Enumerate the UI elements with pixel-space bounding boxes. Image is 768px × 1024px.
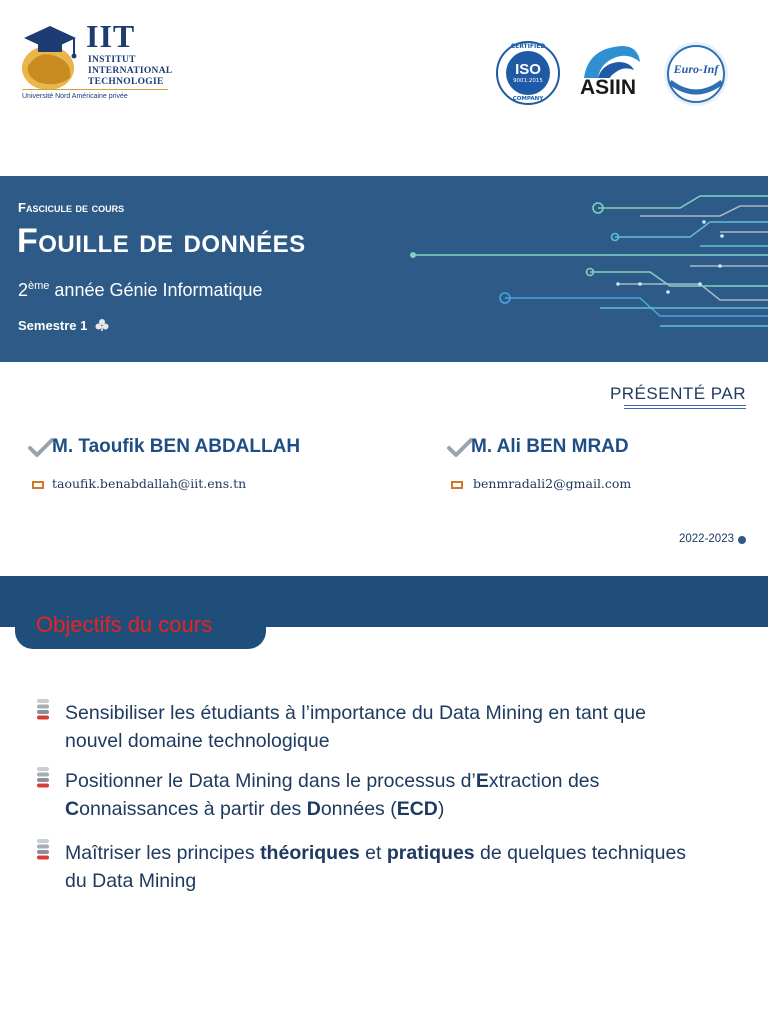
objective-fragment: Positionner le Data Mining dans le processus d’	[65, 770, 476, 792]
stack-bullet-icon	[36, 698, 50, 722]
objective-fragment: onnaissances à partir des	[79, 798, 307, 820]
course-type-label: Fascicule de cours	[18, 200, 125, 215]
presented-by-underline	[624, 405, 746, 406]
course-semester: Semestre 1	[18, 318, 109, 333]
stack-bullet-icon	[36, 766, 50, 790]
objectives-title: Objectifs du cours	[36, 612, 213, 637]
objective-text	[65, 839, 705, 895]
club-icon	[95, 318, 109, 332]
author-2-email[interactable]: benmradali2@gmail.com	[473, 476, 632, 491]
certification-logos	[494, 40, 744, 108]
iit-line2: INTERNATIONAL	[88, 66, 173, 76]
dot-icon	[738, 536, 746, 544]
objective-bold-fragment: C	[65, 798, 80, 820]
presented-by-heading: PRÉSENTÉ PAR	[609, 384, 746, 403]
graduation-cap-icon	[20, 18, 84, 98]
objective-bold-fragment: ECD	[396, 798, 438, 820]
objective-bold-fragment: D	[306, 798, 321, 820]
objective-text	[65, 699, 705, 755]
mail-icon	[32, 481, 44, 489]
presented-by-underline-2	[624, 408, 746, 409]
objective-bold-fragment: théoriques	[260, 842, 360, 864]
checkmark-icon	[447, 438, 473, 458]
course-title: Fouille de données	[17, 222, 306, 260]
checkmark-icon	[28, 438, 54, 458]
iit-line1: INSTITUT	[88, 55, 136, 65]
asiin-logo: ASIIN	[578, 42, 644, 102]
author-1-email[interactable]: taoufik.benabdallah@iit.ens.tn	[52, 476, 247, 491]
euro-inf-logo: Euro-Inf	[660, 40, 732, 108]
objective-text	[65, 767, 705, 823]
objective-bold-fragment: pratiques	[386, 842, 475, 864]
mail-icon	[451, 481, 463, 489]
iit-line3: TECHNOLOGIE	[88, 77, 164, 87]
author-1-name: M. Taoufik BEN ABDALLAH	[52, 436, 301, 457]
author-2-name: M. Ali BEN MRAD	[471, 436, 629, 457]
iit-logo	[20, 18, 173, 106]
course-year: 2ème année Génie Informatique	[18, 280, 263, 300]
objective-fragment: de quelques techniques du Data Mining	[65, 842, 687, 892]
objective-fragment: xtraction des	[488, 770, 600, 792]
iit-subtitle: Université Nord Américaine privée	[22, 93, 128, 100]
objective-fragment: onnées (	[320, 798, 397, 820]
iit-acronym: IIT	[86, 18, 136, 54]
stack-bullet-icon	[36, 838, 50, 862]
objective-bold-fragment: E	[475, 770, 489, 792]
objective-fragment: Maîtriser les principes	[65, 842, 261, 864]
iso-certification-logo: CERTIFIED ISO 9001:2015 COMPANY	[494, 40, 562, 106]
academic-year: 2022-2023	[679, 533, 734, 545]
objective-fragment: Sensibiliser les étudiants à l’importance du Data Mining en tant que nouvel domaine technologique	[65, 702, 647, 752]
objective-fragment: )	[437, 798, 445, 820]
objective-fragment: et	[359, 842, 387, 864]
